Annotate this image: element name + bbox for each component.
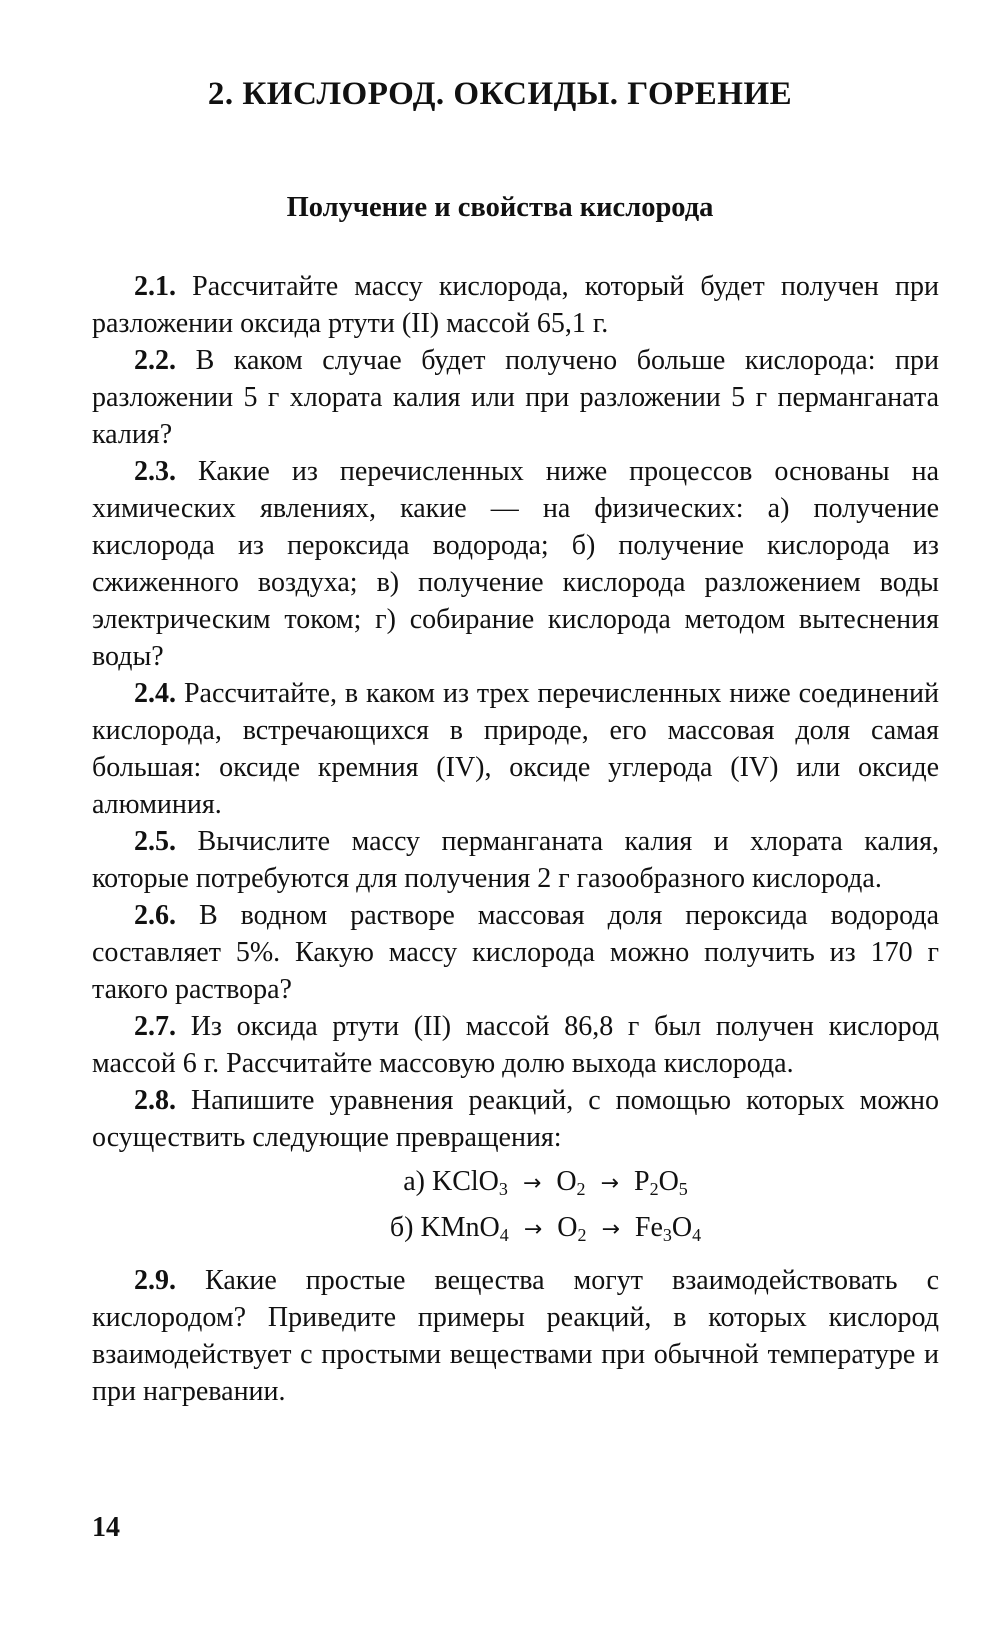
problem-text: Рассчитайте массу кислорода, который будет получен при разложении оксида ртути (II) массой 65,1 г. bbox=[92, 271, 940, 339]
problem-number: 2.1. bbox=[134, 271, 176, 302]
scheme-b bbox=[152, 1206, 939, 1252]
chapter-title: 2. КИСЛОРОД. ОКСИДЫ. ГОРЕНИЕ bbox=[207, 76, 793, 112]
scheme-label: б) bbox=[389, 1212, 414, 1243]
formula-kclo3: KClO$_3$ bbox=[431, 1166, 508, 1199]
problem-number: 2.3. bbox=[134, 456, 176, 487]
problem-number: 2.7. bbox=[134, 1011, 176, 1042]
problem-2-7 bbox=[92, 1008, 939, 1082]
scheme-label: а) bbox=[403, 1166, 425, 1197]
problem-number: 2.2. bbox=[134, 345, 176, 376]
section-title: Получение и свойства кислорода bbox=[286, 192, 714, 223]
problem-2-9 bbox=[92, 1262, 939, 1410]
problem-2-2 bbox=[92, 342, 939, 453]
formula-p2o5: $P_2O_5$ bbox=[633, 1166, 688, 1199]
formula-kmno4: KMnO$_4$ bbox=[420, 1212, 509, 1245]
problem-2-4 bbox=[92, 675, 939, 823]
formula-o2: $O_2$ bbox=[557, 1212, 587, 1245]
problem-2-6 bbox=[92, 897, 939, 1008]
problem-text: В каком случае будет получено больше кислорода: при разложении 5 г хлората калия или при разложении 5 г перманганата калия? bbox=[92, 345, 940, 450]
problem-2-3 bbox=[92, 453, 939, 675]
arrow-icon: → bbox=[522, 1171, 542, 1196]
problem-text: В водном растворе массовая доля пероксида водорода составляет 5%. Какую массу кислорода можно получить из 170 г такого раствора? bbox=[92, 900, 940, 1005]
problem-text: Напишите уравнения реакций, с помощью которых можно осуществить следующие превращения: bbox=[92, 1085, 940, 1153]
problem-number: 2.4. bbox=[134, 678, 176, 709]
page-number: 14 bbox=[92, 1512, 120, 1543]
problem-number: 2.9. bbox=[134, 1265, 176, 1296]
arrow-icon: → bbox=[600, 1171, 619, 1196]
scheme-a bbox=[152, 1160, 939, 1206]
problem-text: Из оксида ртути (II) массой 86,8 г был получен кислород массой 6 г. Рассчитайте массовую долю выхода кислорода. bbox=[92, 1011, 940, 1079]
problem-2-1 bbox=[92, 268, 939, 342]
problem-text: Какие простые вещества могут взаимодействовать с кислородом? Приведите примеры реакций, в которых кислород взаимодействует с простыми веществами при обычной температуре и при нагревании. bbox=[92, 1265, 939, 1407]
problem-list bbox=[92, 268, 939, 1410]
problem-text: Рассчитайте, в каком из трех перечисленных ниже соединений кислорода, встречающихся в природе, его массовая доля самая большая: оксиде кремния (IV), оксиде углерода (IV) или оксиде алюминия. bbox=[92, 678, 939, 820]
problem-text: Какие из перечисленных ниже процессов основаны на химических явлениях, какие — на физических: а) получение кислорода из пероксида водорода; б) получение кислорода из сжиженного воздуха; в) получение кислорода разложением воды электрическим током; г) собирание кислорода методом вытеснения воды? bbox=[92, 456, 940, 672]
arrow-icon: → bbox=[601, 1217, 620, 1242]
arrow-icon: → bbox=[523, 1217, 543, 1242]
problem-number: 2.5. bbox=[134, 826, 176, 857]
transformation-schemes bbox=[92, 1160, 939, 1252]
problem-number: 2.8. bbox=[134, 1085, 176, 1116]
formula-fe3o4: $Fe_3O_4$ bbox=[634, 1212, 702, 1245]
problem-2-8 bbox=[92, 1082, 939, 1156]
formula-o2: $O_2$ bbox=[556, 1166, 586, 1199]
problem-number: 2.6. bbox=[134, 900, 176, 931]
problem-text: Вычислите массу перманганата калия и хлората калия, которые потребуются для получения 2 г газообразного кислорода. bbox=[92, 826, 940, 894]
problem-2-5 bbox=[92, 823, 939, 897]
